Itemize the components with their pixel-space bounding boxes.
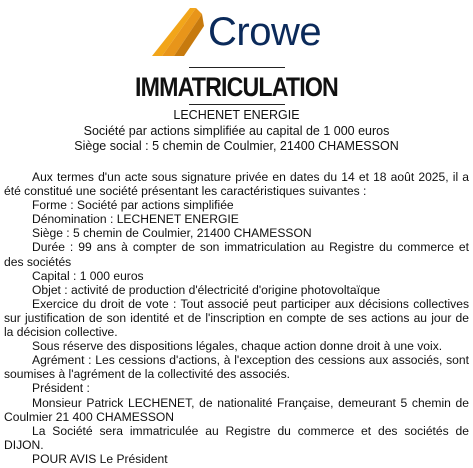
crowe-chevron-icon xyxy=(150,6,206,58)
page-title: IMMATRICULATION xyxy=(135,72,338,102)
heading-rule-top xyxy=(189,67,285,68)
paragraph-votes: Sous réserve des dispositions légales, chaque action donne droit à une voix. xyxy=(32,339,443,354)
paragraph-president: Monsieur Patrick LECHENET, de nationalité Française, demeurant 5 chemin de Coulmier 21 400 CHAMESSON xyxy=(4,395,469,424)
heading-rule-bottom xyxy=(189,104,285,105)
paragraph-approval: Agrément : Les cessions d'actions, à l'exception des cessions aux associés, sont soumises à l'agrément de la collectivité des associés. xyxy=(4,353,469,382)
paragraph-registration: La Société sera immatriculée au Registre du commerce et des sociétés de DIJON. xyxy=(4,423,469,452)
company-name: LECHENET ENERGIE xyxy=(173,108,300,122)
notice-body xyxy=(4,170,469,466)
paragraph-voting-rights: Exercice du droit de vote : Tout associé peut participer aux décisions collectives sur justification de son identité et de l'inscription en compte de ses actions au jour de la décision collective. xyxy=(4,296,469,340)
paragraph-seat: Siège : 5 chemin de Coulmier, 21400 CHAMESSON xyxy=(32,226,312,241)
paragraph-denomination: Dénomination : LECHENET ENERGIE xyxy=(32,212,239,227)
paragraph-signature: POUR AVIS Le Président xyxy=(32,451,168,466)
paragraph-object: Objet : activité de production d'électricité d'origine photovoltaïque xyxy=(32,282,381,297)
paragraph-form: Forme : Société par actions simplifiée xyxy=(32,198,234,213)
paragraph-duration: Durée : 99 ans à compter de son immatriculation au Registre du commerce et des sociétés xyxy=(4,240,469,269)
paragraph-intro: Aux termes d'un acte sous signature privée en dates du 14 et 18 août 2025, il a été constitué une société présentant les caractéristiques suivantes : xyxy=(4,170,469,199)
company-header xyxy=(0,108,473,155)
paragraph-capital: Capital : 1 000 euros xyxy=(32,268,144,283)
company-type: Société par actions simplifiée au capital de 1 000 euros xyxy=(83,123,390,138)
crowe-logo-word: Crowe xyxy=(208,10,322,54)
company-seat: Siège social : 5 chemin de Coulmier, 21400 CHAMESSON xyxy=(74,139,399,153)
paragraph-president-label: Président : xyxy=(32,381,90,396)
crowe-logo xyxy=(150,6,330,58)
